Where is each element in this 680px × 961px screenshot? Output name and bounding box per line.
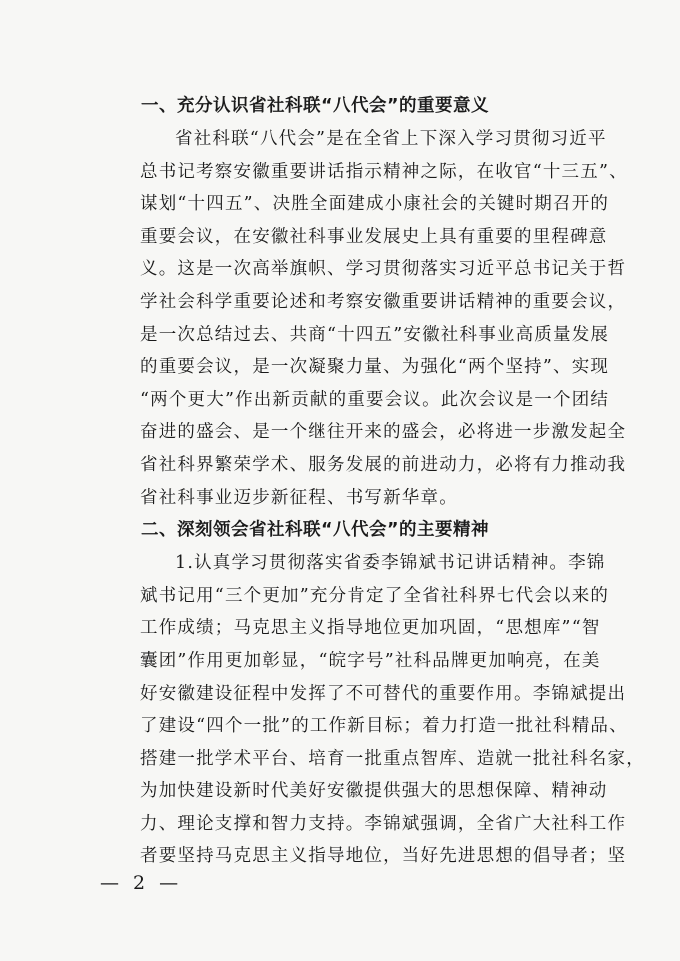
paragraph-line: 斌书记用“三个更加”充分肯定了全省社科界七代会以来的 bbox=[140, 585, 610, 606]
paragraph-line: 总书记考察安徽重要讲话指示精神之际，在收官“十三五”、 bbox=[140, 161, 628, 182]
paragraph-line: 省社科事业迈步新征程、书写新华章。 bbox=[140, 487, 458, 508]
paragraph-line: 是一次总结过去、共商“十四五”安徽社科事业高质量发展 bbox=[140, 324, 610, 345]
section-heading-2: 二、深刻领会省社科联“八代会”的主要精神 bbox=[141, 520, 490, 541]
paragraph-line: 为加快建设新时代美好安徽提供强大的思想保障、精神动 bbox=[140, 781, 608, 802]
paragraph-line: 学社会科学重要论述和考察安徽重要讲话精神的重要会议， bbox=[140, 291, 627, 312]
paragraph-line: 囊团”作用更加彰显，“皖字号”社科品牌更加响亮，在美 bbox=[140, 650, 601, 671]
paragraph-line: “两个更大”作出新贡献的重要会议。此次会议是一个团结 bbox=[140, 389, 610, 410]
paragraph-line: 谋划“十四五”、决胜全面建成小康社会的关键时期召开的 bbox=[140, 194, 610, 215]
paragraph-line: 的重要会议，是一次凝聚力量、为强化“两个坚持”、实现 bbox=[140, 357, 610, 378]
paragraph-line: 工作成绩；马克思主义指导地位更加巩固，“思想库”“智 bbox=[140, 618, 601, 639]
paragraph-line: 省社科界繁荣学术、服务发展的前进动力，必将有力推动我 bbox=[140, 454, 627, 475]
section-heading-1: 一、充分认识省社科联“八代会”的重要意义 bbox=[141, 96, 490, 116]
section-paragraph-1 bbox=[105, 123, 628, 514]
paragraph-line: 搭建一批学术平台、培育一批重点智库、造就一批社科名家， bbox=[140, 748, 645, 769]
paragraph-line: 奋进的盛会、是一个继往开来的盛会，必将进一步激发起全 bbox=[140, 422, 627, 443]
paragraph-line: 者要坚持马克思主义指导地位，当好先进思想的倡导者；坚 bbox=[140, 846, 627, 867]
paragraph-line: 好安徽建设征程中发挥了不可替代的重要作用。李锦斌提出 bbox=[140, 683, 627, 704]
paragraph-line: 1.认真学习贯彻落实省委李锦斌书记讲话精神。李锦 bbox=[175, 553, 606, 574]
section-paragraph-2 bbox=[105, 547, 645, 873]
document-body bbox=[105, 90, 645, 873]
paragraph-line: 力、理论支撑和智力支持。李锦斌强调，全省广大社科工作 bbox=[140, 813, 627, 834]
paragraph-line: 省社科联“八代会”是在全省上下深入学习贯彻习近平 bbox=[175, 129, 607, 149]
paragraph-line: 重要会议，在安徽社科事业发展史上具有重要的里程碑意 bbox=[140, 226, 608, 247]
paragraph-line: 了建设“四个一批”的工作新目标；着力打造一批社科精品、 bbox=[140, 716, 628, 737]
paragraph-line: 义。这是一次高举旗帜、学习贯彻落实习近平总书记关于哲 bbox=[140, 259, 627, 280]
page-number: — 2 — bbox=[100, 872, 183, 894]
